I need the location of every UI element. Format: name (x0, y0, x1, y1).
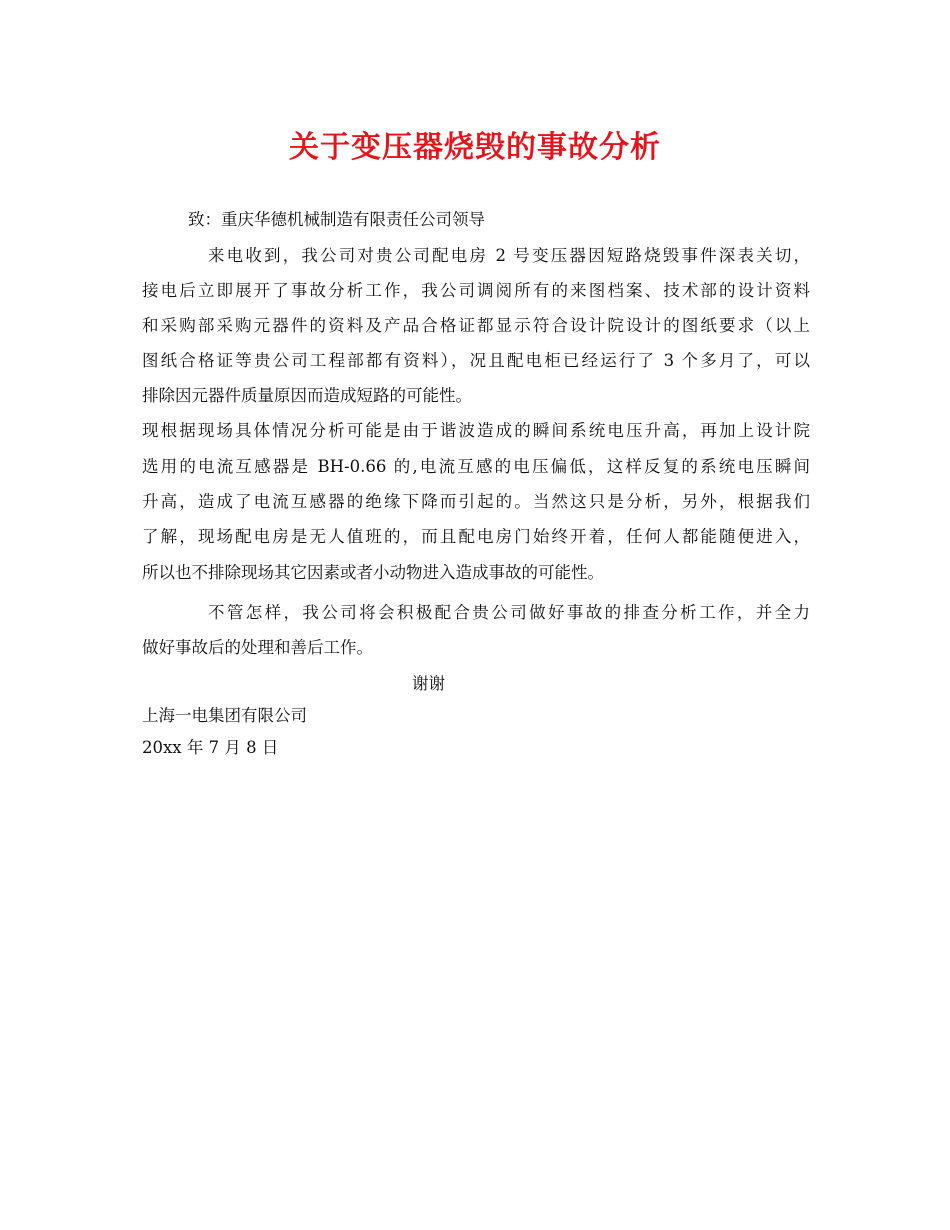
signature-company: 上海一电集团有限公司 (142, 706, 307, 725)
paragraph-2-line-4: 了解，现场配电房是无人值班的，而且配电房门始终开着，任何人都能随便进入， (142, 527, 810, 546)
document-title: 关于变压器烧毁的事故分析 (289, 130, 661, 165)
paragraph-1-line-4: 图纸合格证等贵公司工程部都有资料），况且配电柜已经运行了 3 个多月了，可以 (142, 351, 810, 370)
salutation: 致：重庆华德机械制造有限责任公司领导 (188, 210, 485, 229)
closing-thanks: 谢谢 (412, 674, 445, 693)
paragraph-2-line-2: 选用的电流互感器是 BH-0.66 的,电流互感的电压偏低，这样反复的系统电压瞬间 (142, 457, 810, 476)
paragraph-1-line-1: 来电收到，我公司对贵公司配电房 2 号变压器因短路烧毁事件深表关切， (208, 246, 810, 265)
paragraph-2-line-1: 现根据现场具体情况分析可能是由于谐波造成的瞬间系统电压升高，再加上设计院 (142, 421, 810, 440)
signature-date: 20xx 年 7 月 8 日 (142, 738, 279, 757)
paragraph-3-line-1: 不管怎样，我公司将会积极配合贵公司做好事故的排查分析工作，并全力 (208, 603, 810, 622)
paragraph-1-line-2: 接电后立即展开了事故分析工作，我公司调阅所有的来图档案、技术部的设计资料 (142, 281, 810, 300)
paragraph-1-line-3: 和采购部采购元器件的资料及产品合格证都显示符合设计院设计的图纸要求（以上 (142, 316, 810, 335)
paragraph-3-line-2: 做好事故后的处理和善后工作。 (142, 638, 373, 657)
paragraph-2-line-5: 所以也不排除现场其它因素或者小动物进入造成事故的可能性。 (142, 563, 604, 582)
paragraph-2-line-3: 升高，造成了电流互感器的绝缘下降而引起的。当然这只是分析，另外，根据我们 (142, 492, 810, 511)
paragraph-1-line-5: 排除因元器件质量原因而造成短路的可能性。 (142, 386, 472, 405)
